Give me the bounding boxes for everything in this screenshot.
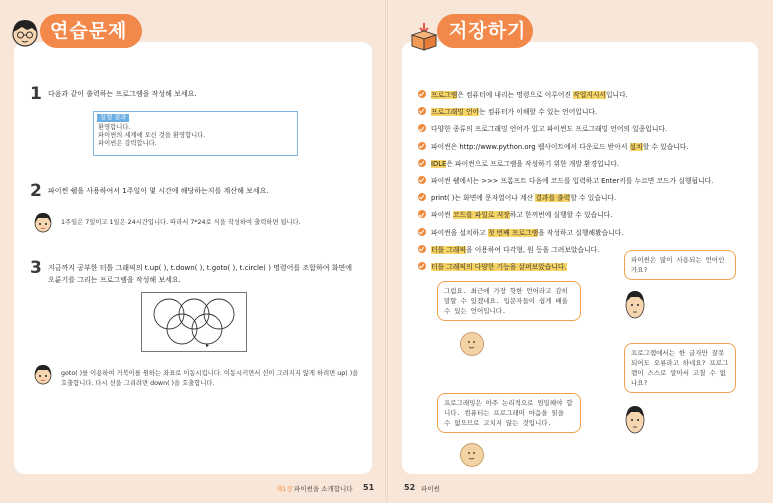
result-line: 파이썬은 강력합니다. <box>98 140 157 147</box>
question-text: 다음과 같이 출력하는 프로그램을 작성해 보세요. <box>48 90 197 98</box>
summary-item <box>431 158 619 168</box>
highlighted-term: 설치 <box>629 142 643 151</box>
summary-text: 파이썬 쉘에서는 >>> 프롬프트 다음에 코드를 입력하고 Enter키를 누르면 코드가 실행됩니다. <box>431 177 714 185</box>
summary-title: 저장하기 <box>437 14 533 48</box>
summary-item <box>431 106 597 116</box>
book-spine <box>385 0 388 503</box>
summary-text: 입니다. <box>605 91 628 99</box>
summary-item <box>431 175 713 185</box>
highlighted-term: 첫 번째 프로그램 <box>487 228 539 237</box>
summary-text: 을 작성하고 실행해봤습니다. <box>538 228 624 237</box>
result-label: 실행 결과 <box>97 114 129 122</box>
check-icon <box>418 176 426 184</box>
summary-text: 은 파이썬으로 프로그램을 작성하기 위한 개발 환경입니다. <box>446 159 620 168</box>
summary-item <box>431 209 612 219</box>
check-icon <box>418 159 426 167</box>
student-face-icon <box>624 405 646 437</box>
summary-text: 을 이용하여 다각형, 원 등을 그려보았습니다. <box>466 245 600 254</box>
highlighted-term: 작업지시서 <box>573 91 606 99</box>
footer-title: 파이썬 <box>421 485 440 493</box>
hint-text: 호출합니다. 다시 선을 그리려면 down( )을 호출합니다. <box>61 380 215 387</box>
answer-bubble: 프로그래밍은 아주 논리적으로 엄밀해야 합니다. 컴퓨터는 프로그래머 마음을 읽을 수 없으므로 고치지 않는 것입니다. <box>437 393 581 433</box>
summary-item <box>431 141 689 151</box>
check-icon <box>418 228 426 236</box>
summary-text: print( )는 화면에 문자열이나 계산 <box>431 194 536 203</box>
highlighted-term: 터틀 그래픽의 다양한 기능을 살펴보았습니다. <box>431 263 567 271</box>
highlighted-term: 프로그래밍 언어 <box>431 108 480 117</box>
exercise-title: 연습문제 <box>40 14 142 48</box>
save-box-icon <box>409 22 439 52</box>
highlighted-term: 프로그램 <box>431 91 458 99</box>
check-icon <box>418 245 426 253</box>
check-icon <box>418 142 426 150</box>
girl-avatar-icon <box>33 363 53 385</box>
summary-text: 은 컴퓨터에 내리는 명령으로 이루어진 <box>457 91 574 99</box>
summary-item <box>431 244 599 254</box>
teacher-face-icon <box>460 443 484 467</box>
question-number: 1 <box>30 84 42 104</box>
highlighted-term: 터틀 그래픽 <box>431 245 466 254</box>
summary-text: 파이썬 <box>431 211 453 220</box>
hint-text: goto( )를 이용하여 거북이를 원하는 좌표로 이동시킵니다. 이동시키면서 선이 그려지지 않게 하려면 up( )을 <box>61 370 359 377</box>
highlighted-term: 코드를 파일로 저장 <box>452 211 510 220</box>
summary-text: 다양한 종류의 프로그래밍 언어가 있고 파이썬도 프로그래밍 언어의 일종입니다. <box>431 125 668 134</box>
hint-text: 1주일은 7일이고 1일은 24시간입니다. 따라서 7*24로 식을 작성하여 출력하면 됩니다. <box>61 219 301 226</box>
result-line: 환영합니다. <box>98 124 131 131</box>
footer-chapter: 제1장 <box>276 485 293 493</box>
summary-text: 파이썬은 http://www.python.org 웹사이트에서 다운로드 받아서 <box>431 142 630 151</box>
result-box <box>93 111 298 156</box>
result-line: 파이썬의 세계에 오신 것을 환영합니다. <box>98 132 206 139</box>
olympic-rings-figure <box>141 292 247 352</box>
question-bubble: 파이썬은 많이 사용되는 언어인가요? <box>624 250 736 280</box>
page-number: 51 <box>363 483 375 492</box>
highlighted-term: IDLE <box>431 159 447 168</box>
summary-item <box>431 261 567 271</box>
student-face-icon <box>624 290 646 322</box>
question-text: 오륜기를 그리는 프로그램을 작성해 보세요. <box>48 276 181 284</box>
footer-title: 파이썬을 소개합니다 <box>294 485 353 493</box>
summary-text: 파이썬을 설치하고 <box>431 228 488 237</box>
student-avatar-icon <box>10 16 40 48</box>
summary-text: 하고 한꺼번에 실행할 수 있습니다. <box>509 211 613 220</box>
summary-item <box>431 192 616 202</box>
page-number: 52 <box>404 483 416 492</box>
question-bubble: 프로그램에서는 한 글자만 잘못되어도 오류라고 하네요? 프로그램이 스스로 알아서 고칠 수 없나요? <box>624 343 736 393</box>
check-icon <box>418 90 426 98</box>
question-text: 지금까지 공부한 터틀 그래픽의 t.up( ), t.down( ), t.goto( ), t.circle( ) 명령어를 조합하여 화면에 <box>48 264 352 272</box>
summary-text: 할 수 있습니다. <box>570 194 617 203</box>
summary-item <box>431 227 623 237</box>
question-text: 파이썬 쉘을 사용하여서 1주일이 몇 시간에 해당하는지를 계산해 보세요. <box>48 187 269 195</box>
summary-item <box>431 89 628 99</box>
summary-item <box>431 123 667 133</box>
question-number: 3 <box>30 258 42 278</box>
teacher-face-icon <box>460 332 484 356</box>
highlighted-term: 결과를 출력 <box>535 194 571 203</box>
summary-text: 할 수 있습니다. <box>642 142 689 151</box>
girl-avatar-icon <box>33 211 53 233</box>
exercise-card <box>14 42 372 474</box>
question-number: 2 <box>30 181 42 201</box>
check-icon <box>418 262 426 270</box>
summary-text: 는 컴퓨터가 이해할 수 있는 언어입니다. <box>479 108 598 117</box>
answer-bubble: 그럼요. 최근에 가장 핫한 언어라고 감히 말할 수 있겠네요. 입문자들이 쉽게 배울 수 있는 언어입니다. <box>437 281 581 321</box>
